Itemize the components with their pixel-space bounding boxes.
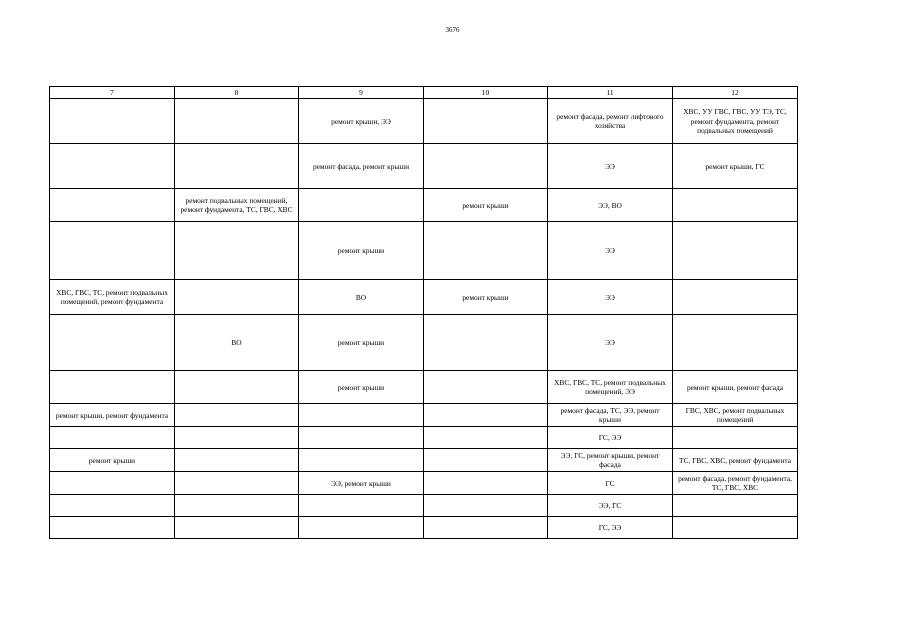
table-cell: ремонт крыши <box>50 449 175 472</box>
table-cell <box>175 404 299 427</box>
table-cell <box>424 222 548 280</box>
table-row <box>50 222 798 280</box>
table-cell: ГС, ЭЭ <box>548 517 673 539</box>
table-cell <box>424 315 548 371</box>
table-cell: ремонт крыши, ремонт фундамента <box>50 404 175 427</box>
table-cell <box>673 495 798 517</box>
column-header: 7 <box>50 87 175 99</box>
table-cell: ремонт подвальных помещений, ремонт фундамента, ТС, ГВС, ХВС <box>175 189 299 222</box>
table-cell <box>424 144 548 189</box>
table-cell: ремонт крыши <box>299 371 424 404</box>
table-cell <box>299 404 424 427</box>
table-cell: ЭЭ, ГС, ремонт крыши, ремонт фасада <box>548 449 673 472</box>
table-cell <box>50 427 175 449</box>
column-header: 12 <box>673 87 798 99</box>
table-cell <box>424 517 548 539</box>
table-cell: ГВС, ХВС, ремонт подвальных помещений <box>673 404 798 427</box>
table-cell: ремонт фасада, ремонт фундамента, ТС, ГВС, ХВС <box>673 472 798 495</box>
table-cell <box>50 99 175 144</box>
table-cell <box>299 189 424 222</box>
table-row <box>50 472 798 495</box>
table-cell: ХВС, УУ ГВС, ГВС, УУ ТЭ, ТС, ремонт фундамента, ремонт подвальных помещений <box>673 99 798 144</box>
table-cell <box>673 222 798 280</box>
table-cell: ЭЭ, ВО <box>548 189 673 222</box>
table-cell <box>673 280 798 315</box>
table-cell <box>299 427 424 449</box>
table-cell: ремонт крыши <box>424 189 548 222</box>
data-table <box>49 86 798 539</box>
table-cell: ГС <box>548 472 673 495</box>
table-cell <box>50 144 175 189</box>
table-cell <box>424 472 548 495</box>
table-cell <box>424 99 548 144</box>
table-cell <box>175 495 299 517</box>
table-cell <box>673 315 798 371</box>
table-row <box>50 427 798 449</box>
table-cell <box>175 371 299 404</box>
table-cell: ЭЭ, ремонт крыши <box>299 472 424 495</box>
table-cell <box>175 99 299 144</box>
table-cell: ремонт крыши, ремонт фасада <box>673 371 798 404</box>
column-header: 9 <box>299 87 424 99</box>
table-cell <box>175 472 299 495</box>
table-header-row <box>50 87 798 99</box>
table-cell: ремонт крыши, ЭЭ <box>299 99 424 144</box>
table-cell: ремонт крыши, ГС <box>673 144 798 189</box>
table-cell <box>424 495 548 517</box>
table-cell <box>175 517 299 539</box>
table-cell <box>50 189 175 222</box>
table-row <box>50 315 798 371</box>
table-cell <box>50 472 175 495</box>
table-cell <box>299 495 424 517</box>
table-cell <box>299 517 424 539</box>
table-cell: ремонт крыши <box>299 315 424 371</box>
table-row <box>50 495 798 517</box>
table-cell <box>424 404 548 427</box>
table-cell <box>175 222 299 280</box>
table-row <box>50 517 798 539</box>
table-cell: ремонт фасада, ТС, ЭЭ, ремонт крыши <box>548 404 673 427</box>
column-header: 10 <box>424 87 548 99</box>
table-row <box>50 404 798 427</box>
table-cell <box>424 449 548 472</box>
table-row <box>50 449 798 472</box>
table-cell <box>175 427 299 449</box>
table-row <box>50 99 798 144</box>
column-header: 8 <box>175 87 299 99</box>
table-cell: ВО <box>299 280 424 315</box>
table-cell <box>175 449 299 472</box>
table-cell <box>50 315 175 371</box>
table-row <box>50 144 798 189</box>
table-cell: ГС, ЭЭ <box>548 427 673 449</box>
table-row <box>50 280 798 315</box>
table-cell: ЭЭ <box>548 315 673 371</box>
table-cell <box>50 371 175 404</box>
table-cell: ТС, ГВС, ХВС, ремонт фундамента <box>673 449 798 472</box>
table-cell <box>673 189 798 222</box>
table-cell <box>175 144 299 189</box>
table-cell: ВО <box>175 315 299 371</box>
table-cell <box>50 222 175 280</box>
table-cell: ХВС, ГВС, ТС, ремонт подвальных помещений, ремонт фундамента <box>50 280 175 315</box>
table-cell <box>673 517 798 539</box>
table-cell <box>50 517 175 539</box>
table-cell: ЭЭ, ГС <box>548 495 673 517</box>
table-cell <box>673 427 798 449</box>
table-cell <box>299 449 424 472</box>
table-cell: ЭЭ <box>548 144 673 189</box>
table-cell: ремонт крыши <box>424 280 548 315</box>
page-number: 3676 <box>445 26 460 34</box>
table-cell <box>424 427 548 449</box>
table-cell: ремонт крыши <box>299 222 424 280</box>
table-cell <box>50 495 175 517</box>
table-cell <box>175 280 299 315</box>
table-row <box>50 189 798 222</box>
table-cell: ремонт фасада, ремонт лифтового хозяйства <box>548 99 673 144</box>
table-cell: ЭЭ <box>548 280 673 315</box>
table-cell: ремонт фасада, ремонт крыши <box>299 144 424 189</box>
column-header: 11 <box>548 87 673 99</box>
table-row <box>50 371 798 404</box>
table-cell: ХВС, ГВС, ТС, ремонт подвальных помещений, ЭЭ <box>548 371 673 404</box>
table-cell: ЭЭ <box>548 222 673 280</box>
table-cell <box>424 371 548 404</box>
